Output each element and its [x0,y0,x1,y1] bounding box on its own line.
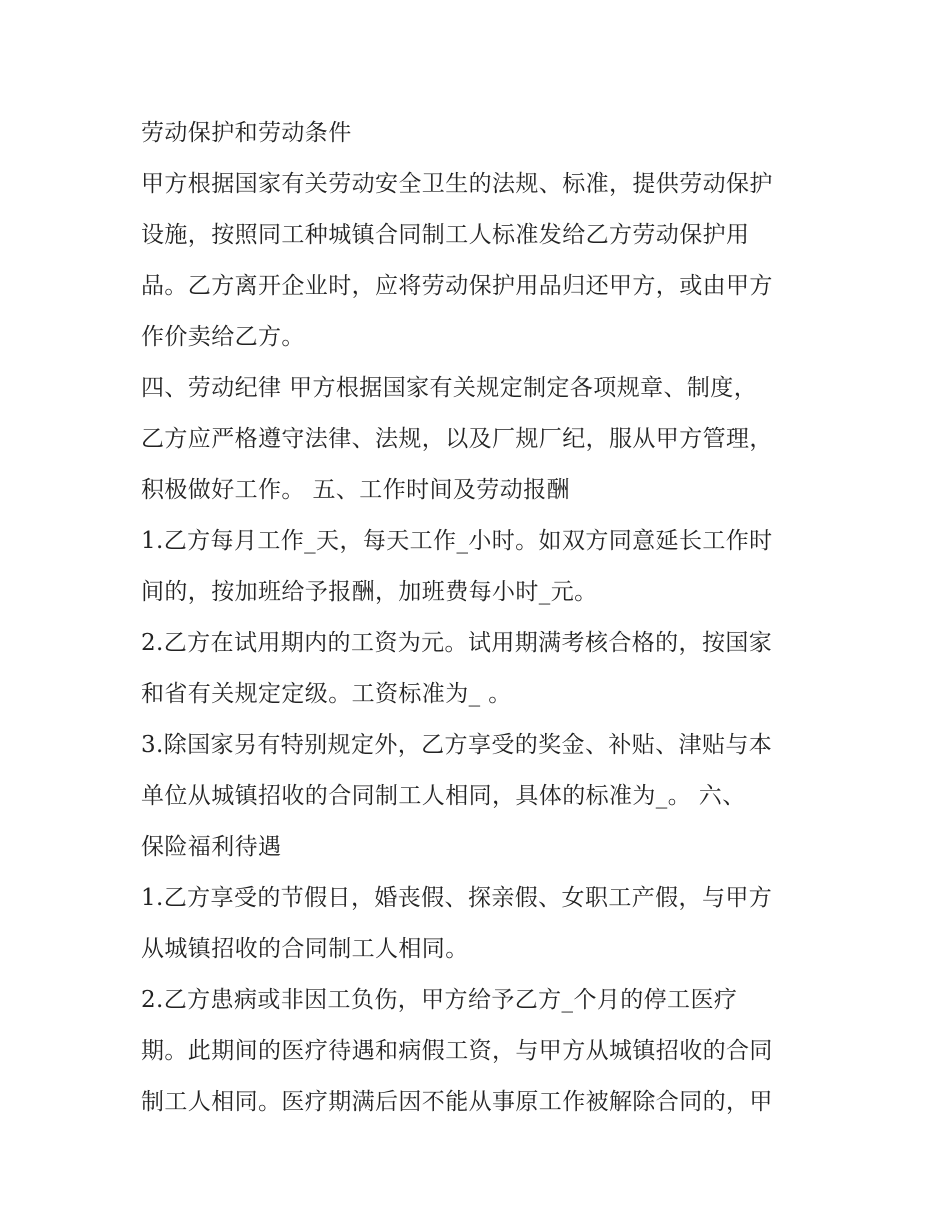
text-line: 期。此期间的医疗待遇和病假工资，与甲方从城镇招收的合同 [141,1038,773,1064]
text-line: 乙方应严格遵守法律、法规，以及厂规厂纪，服从甲方管理， [141,426,773,452]
text-line: 四、劳动纪律 甲方根据国家有关规定制定各项规章、制度， [141,375,758,401]
text-line: 从城镇招收的合同制工人相同。 [141,936,469,962]
text-line: 品。乙方离开企业时，应将劳动保护用品归还甲方，或由甲方 [141,273,773,299]
text-line: 1.乙方每月工作_天，每天工作_小时。如双方同意延长工作时 [141,528,773,554]
text-line: 3.除国家另有特别规定外，乙方享受的奖金、补贴、津贴与本 [141,732,773,758]
text-line: 制工人相同。医疗期满后因不能从事原工作被解除合同的，甲 [141,1089,773,1115]
text-line: 设施，按照同工种城镇合同制工人标准发给乙方劳动保护用 [141,222,750,248]
text-line: 间的，按加班给予报酬，加班费每小时_元。 [141,579,598,605]
section-heading: 劳动保护和劳动条件 [141,120,352,146]
text-line: 和省有关规定定级。工资标准为_ 。 [141,681,512,707]
text-line: 单位从城镇招收的合同制工人相同，具体的标准为_。 六、 [141,783,746,809]
text-line: 1.乙方享受的节假日，婚丧假、探亲假、女职工产假，与甲方 [141,885,773,911]
text-line: 2.乙方在试用期内的工资为元。试用期满考核合格的，按国家 [141,630,773,656]
text-line: 2.乙方患病或非因工负伤，甲方给予乙方_个月的停工医疗 [141,987,738,1013]
document-body [141,108,821,1128]
text-line: 积极做好工作。 五、工作时间及劳动报酬 [141,477,570,503]
text-line: 甲方根据国家有关劳动安全卫生的法规、标准，提供劳动保护 [141,171,773,197]
text-line: 作价卖给乙方。 [141,324,305,350]
section-heading: 保险福利待遇 [141,834,282,860]
